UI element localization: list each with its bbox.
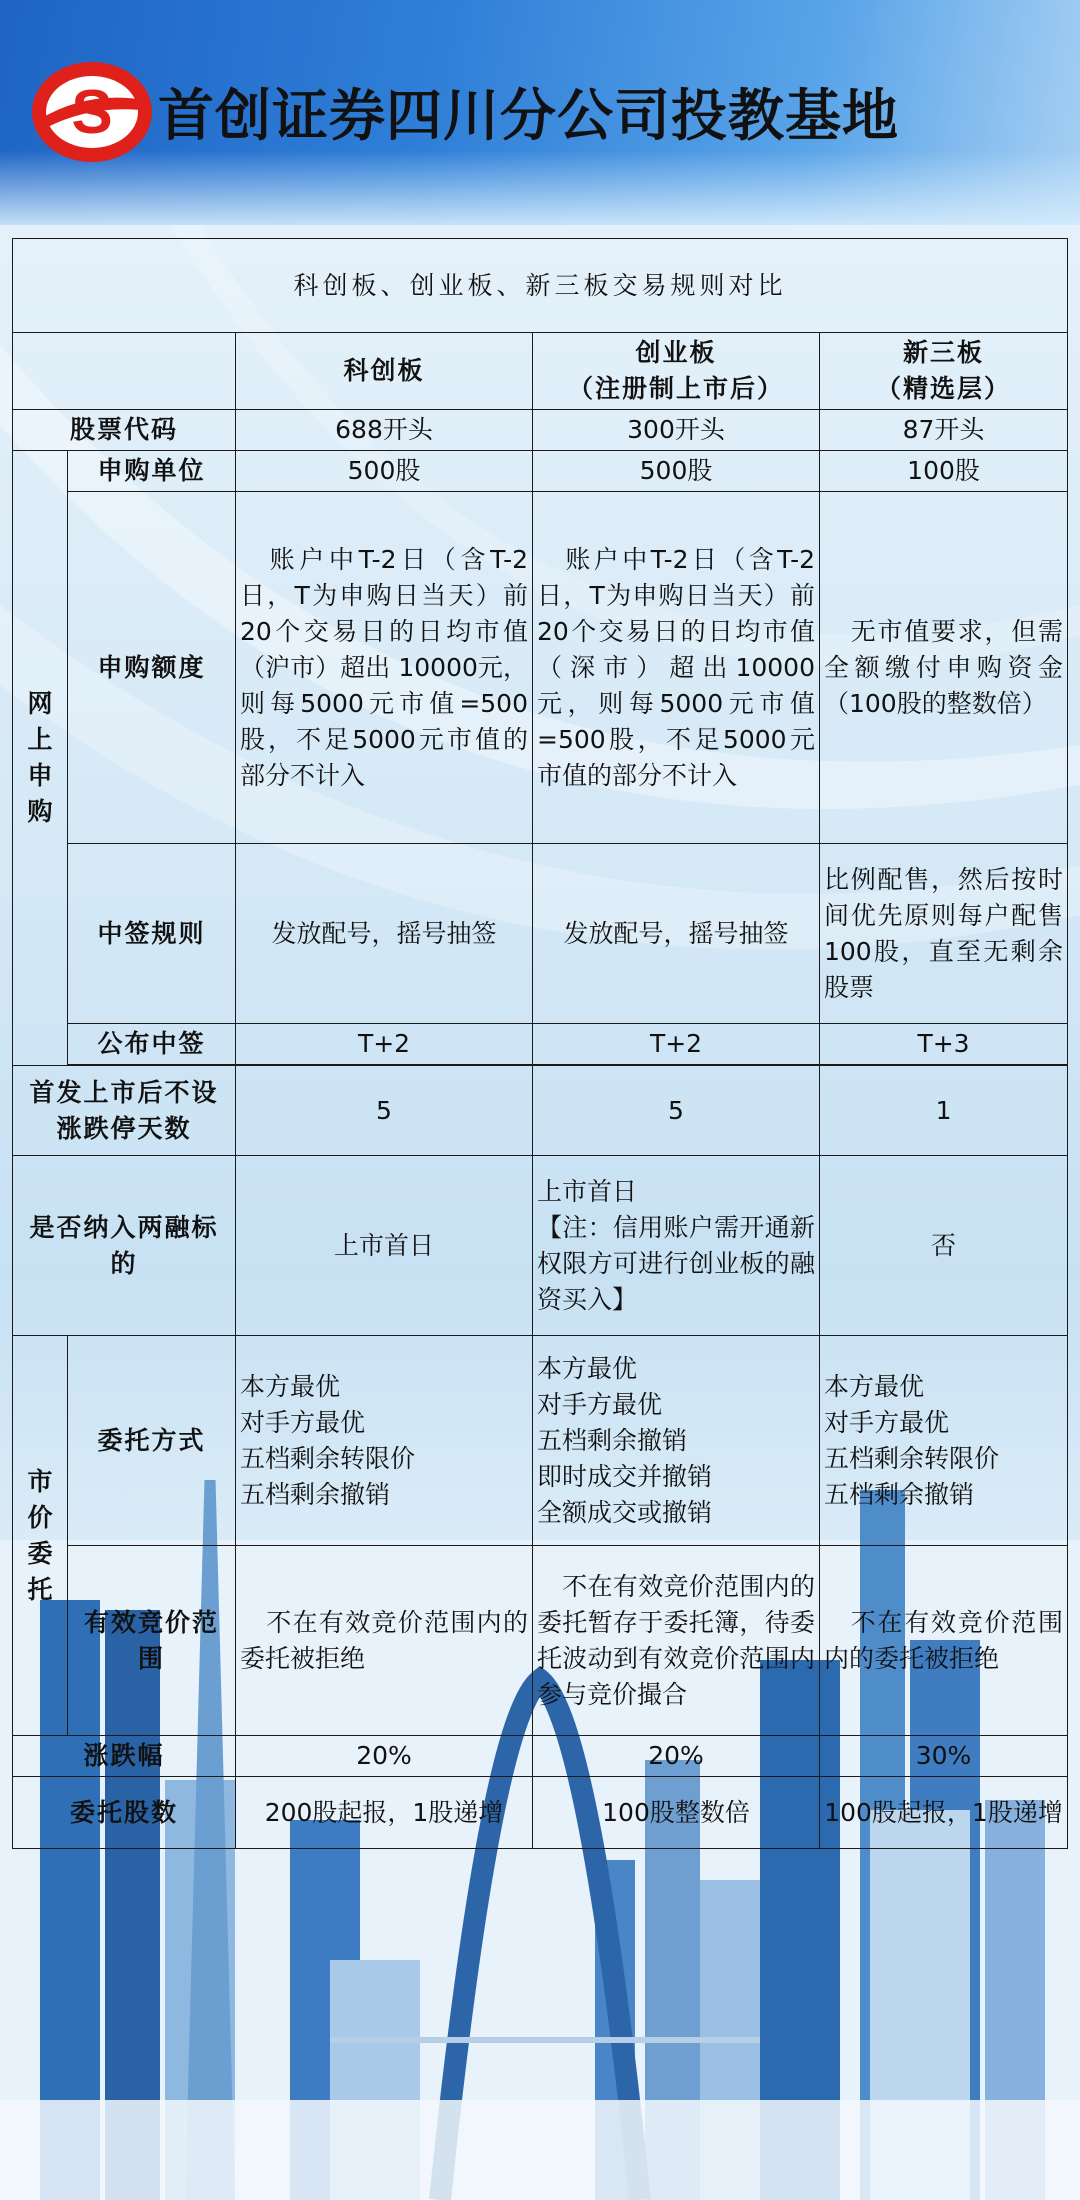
table-row xyxy=(13,410,1068,451)
cell-lottery-neeq: 比例配售，然后按时间优先原则每户配售100股，直至无剩余股票 xyxy=(820,844,1068,1024)
row-label-no-limit-days: 首发上市后不设涨跌停天数 xyxy=(13,1066,236,1156)
logo-letter: S xyxy=(71,78,113,147)
row-label-stock-code: 股票代码 xyxy=(13,410,236,451)
cell-margin-neeq: 否 xyxy=(820,1156,1068,1336)
column-header-star-market: 科创板 xyxy=(236,333,533,410)
cell-code-neeq: 87开头 xyxy=(820,410,1068,451)
row-label-order-type: 委托方式 xyxy=(68,1336,236,1546)
cell-price-range-star: 不在有效竞价范围内的委托被拒绝 xyxy=(236,1546,533,1736)
cell-order-type-neeq: 本方最优 对手方最优 五档剩余转限价 五档剩余撤销 xyxy=(820,1336,1068,1546)
cell-order-size-gem: 100股整数倍 xyxy=(533,1777,820,1849)
cell-price-limit-gem: 20% xyxy=(533,1736,820,1777)
cell-no-limit-star: 5 xyxy=(236,1066,533,1156)
trading-rules-table xyxy=(12,238,1068,1849)
table-row xyxy=(13,1736,1068,1777)
cell-announce-gem: T+2 xyxy=(533,1024,820,1065)
table-row xyxy=(13,1336,1068,1546)
cell-lottery-gem: 发放配号，摇号抽签 xyxy=(533,844,820,1024)
row-label-price-limit: 涨跌幅 xyxy=(13,1736,236,1777)
table-row xyxy=(13,451,1068,492)
table-row xyxy=(13,1024,1068,1065)
cell-order-size-star: 200股起报，1股递增 xyxy=(236,1777,533,1849)
column-header-gem: 创业板 （注册制上市后） xyxy=(533,333,820,410)
table-row xyxy=(13,1156,1068,1336)
table-row xyxy=(13,1066,1068,1156)
company-logo-icon xyxy=(30,55,160,170)
header-glow xyxy=(0,150,1080,225)
cell-quota-gem: 账户中T-2日（含T-2日，T为申购日当天）前20个交易日的日均市值（深市）超出10000元，则每5000元市值=500股，不足5000元市值的部分不计入 xyxy=(533,492,820,844)
cell-margin-star: 上市首日 xyxy=(236,1156,533,1336)
cell-no-limit-gem: 5 xyxy=(533,1066,820,1156)
cell-unit-neeq: 100股 xyxy=(820,451,1068,492)
table-row xyxy=(13,844,1068,1024)
cell-order-type-star: 本方最优 对手方最优 五档剩余转限价 五档剩余撤销 xyxy=(236,1336,533,1546)
group-label-market-order: 市 价 委 托 xyxy=(13,1336,68,1736)
column-header-neeq: 新三板 （精选层） xyxy=(820,333,1068,410)
cell-price-limit-star: 20% xyxy=(236,1736,533,1777)
row-label-lottery-rule: 中签规则 xyxy=(68,844,236,1024)
cell-unit-gem: 500股 xyxy=(533,451,820,492)
cell-order-type-gem: 本方最优 对手方最优 五档剩余撤销 即时成交并撤销 全额成交或撤销 xyxy=(533,1336,820,1546)
header-banner xyxy=(0,0,1080,225)
cell-lottery-star: 发放配号，摇号抽签 xyxy=(236,844,533,1024)
cell-announce-star: T+2 xyxy=(236,1024,533,1065)
row-label-valid-price-range: 有效竞价范围 xyxy=(68,1546,236,1736)
cell-price-range-gem: 不在有效竞价范围内的委托暂存于委托簿，待委托波动到有效竞价范围内参与竞价撮合 xyxy=(533,1546,820,1736)
cell-code-gem: 300开头 xyxy=(533,410,820,451)
cell-announce-neeq: T+3 xyxy=(820,1024,1068,1065)
cell-unit-star: 500股 xyxy=(236,451,533,492)
table-row xyxy=(13,1546,1068,1736)
row-label-margin-eligible: 是否纳入两融标的 xyxy=(13,1156,236,1336)
cell-price-limit-neeq: 30% xyxy=(820,1736,1068,1777)
cell-no-limit-neeq: 1 xyxy=(820,1066,1068,1156)
header-corner-cell xyxy=(13,333,236,410)
row-label-subscription-unit: 申购单位 xyxy=(68,451,236,492)
page-title: 首创证券四川分公司投教基地 xyxy=(158,84,899,149)
cell-price-range-neeq: 不在有效竞价范围内的委托被拒绝 xyxy=(820,1546,1068,1736)
cell-quota-neeq: 无市值要求，但需全额缴付申购资金（100股的整数倍） xyxy=(820,492,1068,844)
cell-margin-gem: 上市首日 【注：信用账户需开通新权限方可进行创业板的融资买入】 xyxy=(533,1156,820,1336)
cell-order-size-neeq: 100股起报，1股递增 xyxy=(820,1777,1068,1849)
table-caption: 科创板、创业板、新三板交易规则对比 xyxy=(13,239,1068,333)
cell-quota-star: 账户中T-2日（含T-2日，T为申购日当天）前20个交易日的日均市值（沪市）超出 10000元，则每5000元市值=500股，不足5000元市值的部分不计入 xyxy=(236,492,533,844)
table-row xyxy=(13,1777,1068,1849)
table-row xyxy=(13,492,1068,844)
row-label-order-size: 委托股数 xyxy=(13,1777,236,1849)
row-label-subscription-quota: 申购额度 xyxy=(68,492,236,844)
group-label-online-subscription: 网 上 申 购 xyxy=(13,451,68,1066)
cell-code-star: 688开头 xyxy=(236,410,533,451)
row-label-result-announcement: 公布中签 xyxy=(68,1024,236,1065)
